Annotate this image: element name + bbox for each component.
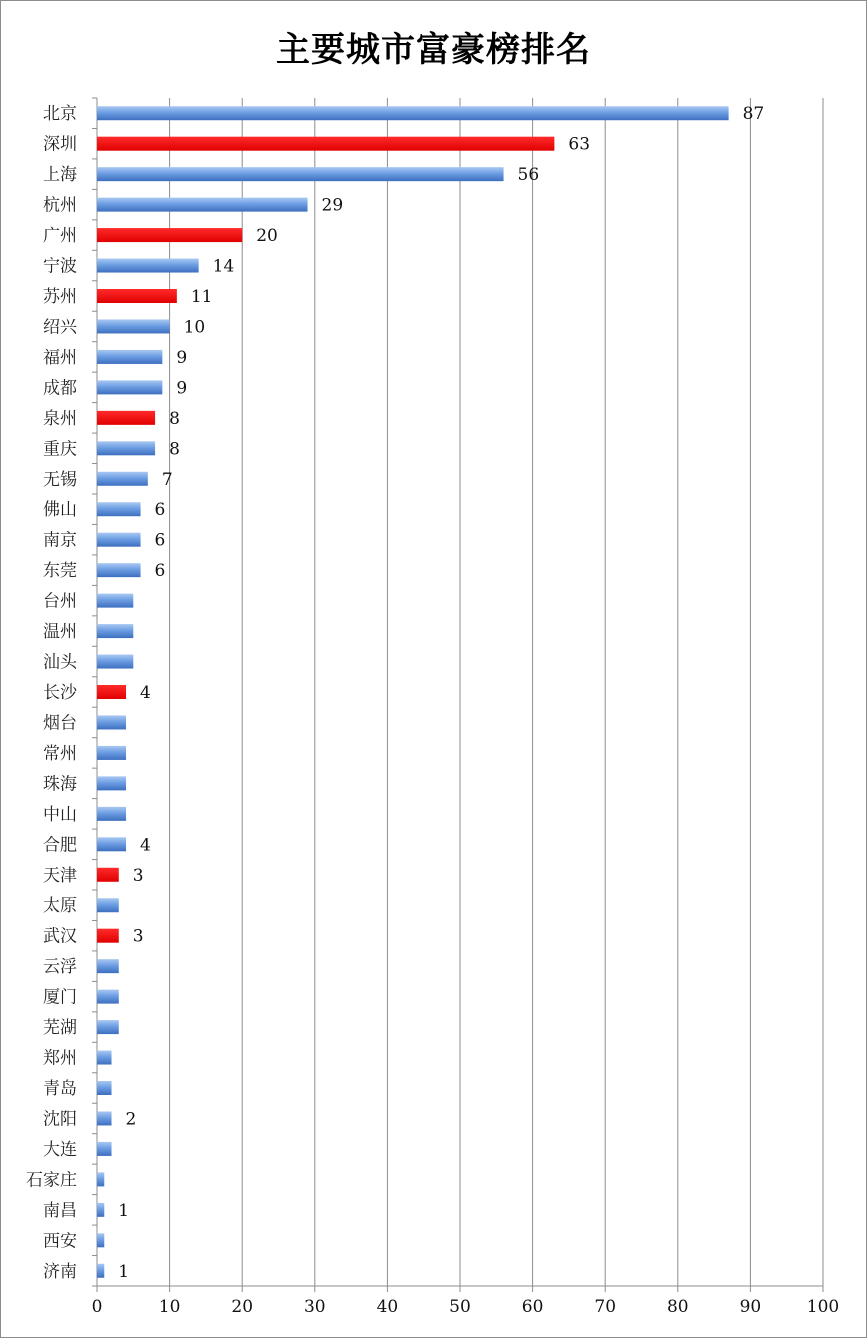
bar-12 [97,441,155,455]
category-label: 南京 [43,530,77,551]
bar-10 [97,380,162,394]
category-label: 石家庄 [26,1170,77,1191]
bar-11 [97,411,155,425]
bar-37 [97,1203,104,1217]
category-label: 武汉 [43,926,77,947]
bar-21 [97,715,126,729]
bar-6 [97,259,199,273]
bar-35 [97,1142,112,1156]
bar-1 [97,106,729,120]
bar-30 [97,990,119,1004]
x-tick-label: 10 [158,1297,181,1317]
bar-24 [97,807,126,821]
bar-36 [97,1172,104,1186]
category-label: 大连 [43,1139,77,1160]
bar-14 [97,502,141,516]
chart-title: 主要城市富豪榜排名 [276,30,591,70]
category-label: 温州 [43,622,77,643]
category-label: 长沙 [43,683,77,703]
x-tick-label: 90 [739,1297,762,1317]
category-label: 烟台 [43,713,77,734]
bar-19 [97,655,133,669]
category-label: 济南 [43,1261,77,1282]
category-label: 东莞 [43,561,77,582]
bar-3 [97,167,504,181]
data-label: 6 [154,530,166,551]
bar-13 [97,472,148,486]
category-label: 绍兴 [43,317,77,338]
bar-27 [97,898,119,912]
category-label: 无锡 [43,469,77,490]
category-label: 台州 [43,591,77,612]
bar-39 [97,1264,104,1278]
bar-26 [97,868,119,882]
category-label: 厦门 [43,987,77,1008]
category-label: 苏州 [43,287,77,307]
grid-lines [92,98,823,1292]
category-label: 泉州 [43,408,77,429]
bar-38 [97,1233,104,1247]
bar-22 [97,746,126,760]
category-label: 宁波 [43,256,77,277]
x-tick-label: 100 [806,1297,840,1317]
data-label: 1 [118,1200,130,1221]
category-label: 常州 [43,743,77,764]
data-label: 6 [154,561,166,582]
bar-4 [97,198,308,212]
x-tick-label: 70 [594,1297,617,1317]
bar-25 [97,837,126,851]
bar-7 [97,289,177,303]
data-label: 9 [176,347,188,368]
category-label: 中山 [43,804,77,825]
category-label: 芜湖 [43,1018,77,1039]
category-label: 上海 [43,165,77,186]
bar-18 [97,624,133,638]
data-label: 6 [154,500,166,521]
category-label: 福州 [43,347,77,368]
data-label: 4 [140,683,151,703]
data-label: 4 [140,835,151,856]
bar-8 [97,319,170,333]
category-label: 沈阳 [43,1109,77,1130]
category-label: 杭州 [43,195,77,216]
category-label: 汕头 [43,652,77,673]
category-label: 太原 [43,896,77,917]
x-tick-label: 30 [303,1297,326,1317]
data-label: 87 [742,104,765,125]
x-tick-label: 50 [449,1297,471,1317]
bar-20 [97,685,126,699]
category-label: 南昌 [43,1200,77,1221]
bar-23 [97,776,126,790]
data-label: 1 [118,1261,130,1282]
bar-32 [97,1051,112,1065]
data-label: 14 [212,256,235,277]
x-tick-label: 80 [666,1297,689,1317]
category-label: 珠海 [43,774,77,795]
data-label: 3 [132,926,144,947]
category-label: 北京 [43,104,77,125]
category-label: 广州 [43,226,77,247]
x-tick-label: 60 [521,1297,544,1317]
data-label: 2 [125,1109,137,1130]
data-label: 8 [169,408,180,429]
bar-33 [97,1081,112,1095]
category-label: 青岛 [43,1079,77,1099]
data-label: 9 [176,378,188,399]
data-label: 3 [132,865,144,886]
data-label: 11 [190,287,213,307]
category-label: 郑州 [43,1048,77,1069]
bar-2 [97,137,554,151]
bar-16 [97,563,141,577]
data-label: 8 [169,439,180,460]
data-label: 63 [568,134,591,155]
data-label: 56 [517,165,540,186]
category-label: 深圳 [43,134,77,155]
category-label: 合肥 [43,835,77,856]
data-label: 29 [321,195,344,216]
category-label: 重庆 [43,439,77,460]
bar-34 [97,1111,112,1125]
data-label: 10 [183,317,206,338]
bar-17 [97,594,133,608]
bar-28 [97,929,119,943]
bar-15 [97,533,141,547]
x-tick-label: 0 [91,1297,103,1317]
bar-5 [97,228,242,242]
category-label: 云浮 [43,957,77,978]
category-label: 天津 [43,865,77,886]
labels [26,104,839,1317]
data-label: 20 [256,226,278,247]
category-label: 佛山 [43,500,77,521]
category-label: 西安 [43,1231,77,1252]
data-label: 7 [161,469,173,490]
category-label: 成都 [43,378,77,399]
x-tick-label: 40 [376,1297,399,1317]
bar-9 [97,350,162,364]
bars [97,106,729,1278]
bar-29 [97,959,119,973]
bar-31 [97,1020,119,1034]
x-tick-label: 20 [231,1297,254,1317]
